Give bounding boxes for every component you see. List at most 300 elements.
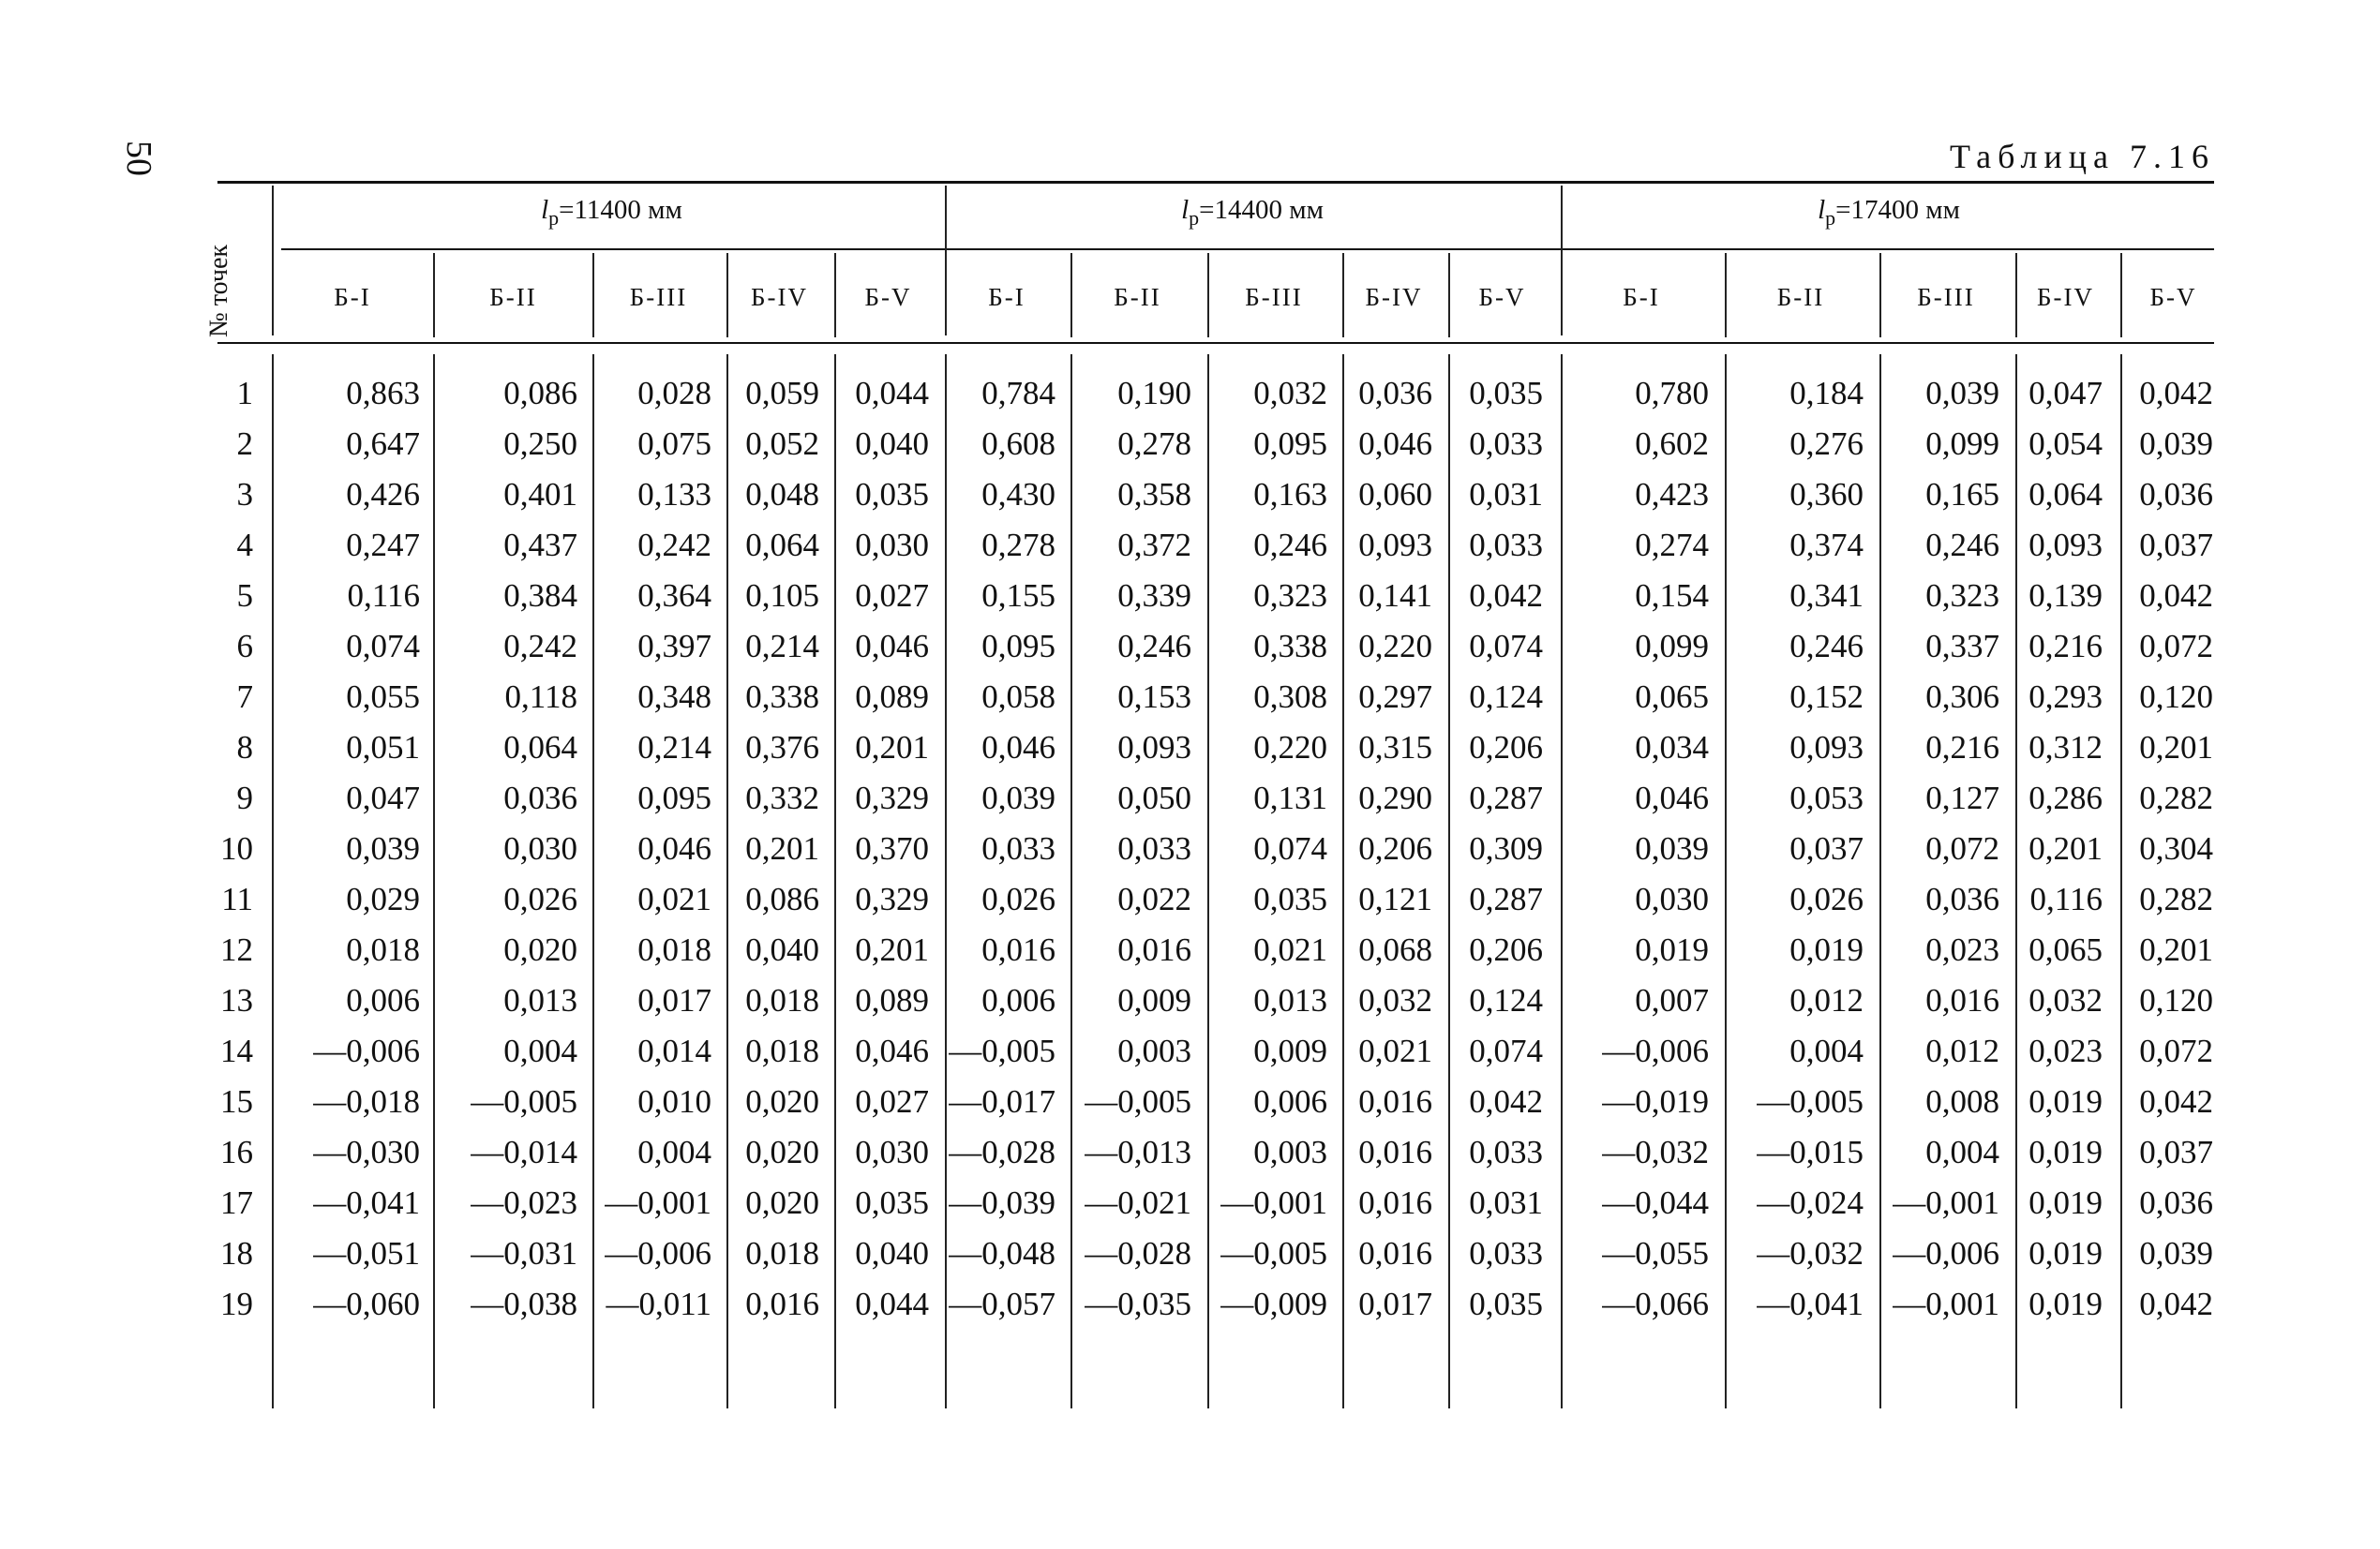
table-cell: 0,155 [981, 577, 1055, 614]
table-cell: 0,216 [1925, 729, 1999, 766]
table-cell: —0,013 [1085, 1134, 1191, 1170]
table-cell: 0,039 [2139, 425, 2213, 462]
row-number: 14 [220, 1033, 253, 1069]
table-cell: 0,141 [1358, 577, 1432, 614]
table-cell: 0,315 [1358, 729, 1432, 766]
table-cell: 0,329 [855, 780, 929, 816]
row-number: 10 [220, 830, 253, 867]
group-label-value: =14400 мм [1199, 195, 1324, 225]
table-cell: 0,246 [1925, 527, 1999, 563]
table-cell: 0,033 [1469, 527, 1543, 563]
table-cell: 0,133 [637, 476, 711, 513]
table-cell: 0,026 [981, 881, 1055, 917]
table-cell: 0,608 [981, 425, 1055, 462]
table-cell: 0,075 [637, 425, 711, 462]
table-cell: 0,020 [503, 931, 577, 968]
table-cell: 0,030 [503, 830, 577, 867]
table-cell: 0,274 [1635, 527, 1709, 563]
table-cell: 0,039 [1635, 830, 1709, 867]
table-cell: 0,050 [1117, 780, 1191, 816]
table-cell: 0,297 [1358, 678, 1432, 715]
table-cell: 0,360 [1789, 476, 1864, 513]
table-cell: 0,013 [1253, 982, 1327, 1019]
table-cell: 0,018 [745, 982, 819, 1019]
table-cell: —0,005 [949, 1033, 1055, 1069]
table-cell: 0,017 [637, 982, 711, 1019]
table-cell: 0,118 [504, 678, 577, 715]
column-separator [433, 253, 435, 337]
table-cell: 0,033 [1117, 830, 1191, 867]
table-cell: 0,093 [2028, 527, 2103, 563]
table-cell: —0,001 [1893, 1184, 1999, 1221]
table-cell: 0,306 [1925, 678, 1999, 715]
table-cell: 0,031 [1469, 476, 1543, 513]
table-cell: 0,021 [637, 881, 711, 917]
table-cell: 0,214 [745, 628, 819, 664]
table-cell: 0,052 [745, 425, 819, 462]
top-rule [217, 181, 2214, 184]
row-number: 2 [236, 425, 253, 462]
group-label-subscript: р [1189, 205, 1200, 230]
table-cell: 0,019 [1635, 931, 1709, 968]
table-cell: 0,040 [745, 931, 819, 968]
table-cell: 0,016 [1358, 1134, 1432, 1170]
row-number: 4 [236, 527, 253, 563]
table-cell: 0,020 [745, 1134, 819, 1170]
table-cell: 0,072 [2139, 1033, 2213, 1069]
table-cell: —0,005 [471, 1083, 577, 1120]
row-number: 7 [236, 678, 253, 715]
table-cell: 0,047 [2028, 375, 2103, 411]
row-number: 13 [220, 982, 253, 1019]
table-cell: 0,013 [503, 982, 577, 1019]
row-number: 6 [236, 628, 253, 664]
table-cell: 0,338 [745, 678, 819, 715]
table-cell: —0,041 [313, 1184, 420, 1221]
table-cell: 0,065 [1635, 678, 1709, 715]
table-cell: 0,034 [1635, 729, 1709, 766]
table-cell: —0,032 [1757, 1235, 1864, 1272]
table-cell: 0,020 [745, 1184, 819, 1221]
table-cell: 0,014 [637, 1033, 711, 1069]
table-cell: 0,033 [1469, 1235, 1543, 1272]
table-cell: 0,042 [1469, 577, 1543, 614]
row-number: 3 [236, 476, 253, 513]
table-cell: —0,066 [1602, 1286, 1709, 1322]
table-cell: 0,282 [2139, 881, 2213, 917]
table-cell: 0,059 [745, 375, 819, 411]
table-cell: 0,018 [745, 1235, 819, 1272]
table-cell: 0,602 [1635, 425, 1709, 462]
column-header: Б-IV [751, 283, 808, 311]
table-cell: 0,206 [1469, 729, 1543, 766]
table-cell: 0,003 [1253, 1134, 1327, 1170]
row-number: 1 [236, 375, 253, 411]
column-header: Б-IV [2037, 283, 2094, 311]
table-cell: 0,046 [1635, 780, 1709, 816]
table-cell: 0,042 [2139, 1083, 2213, 1120]
group-header-2 [949, 195, 1556, 231]
table-cell: —0,030 [313, 1134, 420, 1170]
table-cell: 0,035 [1469, 1286, 1543, 1322]
table-cell: 0,086 [503, 375, 577, 411]
table-cell: 0,647 [346, 425, 420, 462]
table-cell: 0,206 [1358, 830, 1432, 867]
page-number: 50 [119, 141, 158, 176]
table-cell: 0,032 [1358, 982, 1432, 1019]
table-cell: 0,287 [1469, 780, 1543, 816]
table-cell: 0,348 [637, 678, 711, 715]
table-cell: 0,287 [1469, 881, 1543, 917]
table-cell: 0,374 [1789, 527, 1864, 563]
column-separator [1561, 186, 1563, 335]
table-cell: 0,004 [1789, 1033, 1864, 1069]
table-cell: 0,018 [745, 1033, 819, 1069]
table-cell: 0,018 [346, 931, 420, 968]
table-cell: 0,044 [855, 1286, 929, 1322]
table-cell: 0,074 [1469, 628, 1543, 664]
row-number: 18 [220, 1235, 253, 1272]
table-cell: 0,039 [981, 780, 1055, 816]
table-cell: 0,116 [347, 577, 420, 614]
table-cell: 0,016 [745, 1286, 819, 1322]
table-cell: 0,022 [1117, 881, 1191, 917]
table-cell: 0,037 [2139, 527, 2213, 563]
group-label-prefix: l [541, 195, 549, 225]
group-rule [281, 248, 2214, 250]
table-cell: 0,124 [1469, 982, 1543, 1019]
table-cell: 0,099 [1635, 628, 1709, 664]
table-cell: 0,036 [1925, 881, 1999, 917]
table-cell: 0,329 [855, 881, 929, 917]
table-cell: 0,020 [745, 1083, 819, 1120]
table-cell: —0,044 [1602, 1184, 1709, 1221]
table-cell: 0,426 [346, 476, 420, 513]
table-cell: 0,214 [637, 729, 711, 766]
column-separator [272, 186, 274, 335]
table-cell: —0,006 [1893, 1235, 1999, 1272]
table-cell: 0,216 [2028, 628, 2103, 664]
table-cell: 0,021 [1253, 931, 1327, 968]
table-cell: —0,019 [1602, 1083, 1709, 1120]
table-cell: 0,017 [1358, 1286, 1432, 1322]
table-cell: 0,376 [745, 729, 819, 766]
table-cell: 0,120 [2139, 982, 2213, 1019]
table-cell: 0,036 [2139, 476, 2213, 513]
table-cell: 0,131 [1253, 780, 1327, 816]
group-label-value: =11400 мм [559, 195, 682, 225]
table-cell: 0,093 [1358, 527, 1432, 563]
table-cell: 0,093 [1117, 729, 1191, 766]
table-cell: 0,048 [745, 476, 819, 513]
table-cell: 0,139 [2028, 577, 2103, 614]
table-cell: 0,030 [855, 527, 929, 563]
table-cell: 0,023 [1925, 931, 1999, 968]
table-cell: 0,338 [1253, 628, 1327, 664]
table-cell: —0,051 [313, 1235, 420, 1272]
table-cell: 0,055 [346, 678, 420, 715]
table-cell: 0,099 [1925, 425, 1999, 462]
table-cell: 0,364 [637, 577, 711, 614]
table-cell: —0,023 [471, 1184, 577, 1221]
table-caption: Таблица 7.16 [1950, 138, 2215, 175]
table-cell: 0,007 [1635, 982, 1709, 1019]
table-cell: 0,064 [2028, 476, 2103, 513]
table-cell: 0,201 [855, 931, 929, 968]
table-cell: 0,046 [981, 729, 1055, 766]
table-cell: 0,089 [855, 982, 929, 1019]
table-cell: 0,042 [1469, 1083, 1543, 1120]
table-cell: —0,001 [605, 1184, 711, 1221]
table-cell: 0,372 [1117, 527, 1191, 563]
table-cell: 0,068 [1358, 931, 1432, 968]
table-cell: 0,153 [1117, 678, 1191, 715]
table-cell: —0,001 [1893, 1286, 1999, 1322]
table-cell: 0,016 [1117, 931, 1191, 968]
table-cell: —0,031 [471, 1235, 577, 1272]
group-label-subscript: р [1825, 205, 1836, 230]
group-label-value: =17400 мм [1835, 195, 1960, 225]
table-cell: 0,019 [2028, 1083, 2103, 1120]
column-header: Б-V [1478, 283, 1526, 311]
table-cell: 0,037 [2139, 1134, 2213, 1170]
table-cell: 0,201 [2139, 729, 2213, 766]
table-cell: 0,010 [637, 1083, 711, 1120]
table-cell: 0,009 [1253, 1033, 1327, 1069]
header-bottom-rule [217, 342, 2214, 344]
table-cell: 0,201 [2139, 931, 2213, 968]
table-cell: 0,397 [637, 628, 711, 664]
table-cell: 0,019 [2028, 1134, 2103, 1170]
table-cell: —0,009 [1220, 1286, 1327, 1322]
table-cell: —0,057 [949, 1286, 1055, 1322]
table-cell: 0,127 [1925, 780, 1999, 816]
table-cell: 0,032 [2028, 982, 2103, 1019]
column-header: Б-IV [1365, 283, 1423, 311]
table-cell: 0,016 [1925, 982, 1999, 1019]
table-cell: 0,042 [2139, 577, 2213, 614]
table-cell: —0,060 [313, 1286, 420, 1322]
table-cell: 0,030 [1635, 881, 1709, 917]
table-cell: 0,293 [2028, 678, 2103, 715]
table-cell: 0,358 [1117, 476, 1191, 513]
table-cell: 0,278 [981, 527, 1055, 563]
table-cell: 0,124 [1469, 678, 1543, 715]
table-cell: 0,074 [1253, 830, 1327, 867]
column-header: Б-II [489, 283, 537, 311]
table-cell: 0,006 [346, 982, 420, 1019]
table-cell: 0,074 [1469, 1033, 1543, 1069]
table-cell: 0,323 [1925, 577, 1999, 614]
table-cell: 0,054 [2028, 425, 2103, 462]
table-cell: 0,246 [1253, 527, 1327, 563]
table-cell: 0,072 [2139, 628, 2213, 664]
table-cell: 0,339 [1117, 577, 1191, 614]
table-cell: 0,019 [2028, 1235, 2103, 1272]
table-cell: 0,278 [1117, 425, 1191, 462]
table-cell: 0,033 [1469, 1134, 1543, 1170]
table-cell: 0,308 [1253, 678, 1327, 715]
column-separator [433, 354, 435, 1408]
table-cell: 0,031 [1469, 1184, 1543, 1221]
table-cell: 0,201 [745, 830, 819, 867]
column-header: Б-II [1776, 283, 1825, 311]
row-number: 11 [221, 881, 253, 917]
table-cell: 0,027 [855, 1083, 929, 1120]
column-header: Б-V [864, 283, 912, 311]
table-cell: 0,037 [1789, 830, 1864, 867]
table-cell: 0,206 [1469, 931, 1543, 968]
table-cell: 0,039 [1925, 375, 1999, 411]
table-cell: 0,065 [2028, 931, 2103, 968]
table-cell: —0,018 [313, 1083, 420, 1120]
group-label-subscript: р [548, 205, 560, 230]
column-header: Б-I [988, 283, 1025, 311]
table-cell: 0,019 [2028, 1184, 2103, 1221]
table-cell: 0,036 [503, 780, 577, 816]
column-header: Б-II [1114, 283, 1161, 311]
table-cell: 0,165 [1925, 476, 1999, 513]
table-cell: 0,242 [637, 527, 711, 563]
table-cell: 0,019 [1789, 931, 1864, 968]
group-header-1 [281, 195, 942, 231]
table-cell: 0,006 [981, 982, 1055, 1019]
table-cell: —0,015 [1757, 1134, 1864, 1170]
table-cell: —0,032 [1602, 1134, 1709, 1170]
table-cell: 0,042 [2139, 375, 2213, 411]
table-cell: —0,048 [949, 1235, 1055, 1272]
table-cell: 0,312 [2028, 729, 2103, 766]
table-cell: 0,033 [981, 830, 1055, 867]
table-cell: 0,028 [637, 375, 711, 411]
column-separator [945, 186, 947, 335]
table-cell: 0,401 [503, 476, 577, 513]
table-cell: 0,016 [1358, 1184, 1432, 1221]
table-cell: 0,086 [745, 881, 819, 917]
table-cell: 0,220 [1358, 628, 1432, 664]
table-cell: 0,046 [637, 830, 711, 867]
table-cell: —0,005 [1220, 1235, 1327, 1272]
row-number: 17 [220, 1184, 253, 1221]
column-header: Б-III [629, 283, 688, 311]
table-cell: 0,332 [745, 780, 819, 816]
table-cell: 0,053 [1789, 780, 1864, 816]
table-cell: —0,024 [1757, 1184, 1864, 1221]
table-cell: —0,055 [1602, 1235, 1709, 1272]
table-cell: 0,039 [346, 830, 420, 867]
table-cell: 0,190 [1117, 375, 1191, 411]
table-cell: 0,004 [637, 1134, 711, 1170]
group-label-prefix: l [1818, 195, 1826, 225]
row-number: 12 [220, 931, 253, 968]
table-cell: —0,006 [313, 1033, 420, 1069]
table-cell: 0,437 [503, 527, 577, 563]
table-cell: —0,028 [1085, 1235, 1191, 1272]
table-cell: 0,040 [855, 425, 929, 462]
table-cell: 0,384 [503, 577, 577, 614]
table-cell: 0,290 [1358, 780, 1432, 816]
table-cell: 0,116 [2029, 881, 2103, 917]
row-number: 9 [236, 780, 253, 816]
table-cell: 0,035 [1253, 881, 1327, 917]
table-cell: 0,036 [2139, 1184, 2213, 1221]
table-cell: 0,012 [1925, 1033, 1999, 1069]
group-header-3 [1564, 195, 2214, 231]
table-cell: 0,072 [1925, 830, 1999, 867]
table-cell: 0,026 [503, 881, 577, 917]
table-cell: 0,154 [1635, 577, 1709, 614]
table-cell: —0,001 [1220, 1184, 1327, 1221]
table-cell: —0,038 [471, 1286, 577, 1322]
table-cell: —0,005 [1085, 1083, 1191, 1120]
table-cell: 0,095 [637, 780, 711, 816]
table-cell: 0,120 [2139, 678, 2213, 715]
table-cell: 0,341 [1789, 577, 1864, 614]
table-cell: —0,005 [1757, 1083, 1864, 1120]
table-cell: 0,019 [2028, 1286, 2103, 1322]
row-number-header: № точек [204, 245, 233, 337]
table-cell: 0,026 [1789, 881, 1864, 917]
column-header: Б-V [2149, 283, 2197, 311]
row-number: 19 [220, 1286, 253, 1322]
row-number: 8 [236, 729, 253, 766]
table-cell: 0,012 [1789, 982, 1864, 1019]
table-cell: —0,028 [949, 1134, 1055, 1170]
table-cell: 0,304 [2139, 830, 2213, 867]
table-cell: —0,035 [1085, 1286, 1191, 1322]
table-cell: 0,220 [1253, 729, 1327, 766]
table-cell: 0,423 [1635, 476, 1709, 513]
table-cell: 0,035 [855, 1184, 929, 1221]
table-cell: 0,016 [981, 931, 1055, 968]
table-cell: 0,282 [2139, 780, 2213, 816]
table-cell: 0,044 [855, 375, 929, 411]
table-cell: 0,051 [346, 729, 420, 766]
table-cell: 0,074 [346, 628, 420, 664]
column-header: Б-I [1623, 283, 1660, 311]
table-cell: 0,023 [2028, 1033, 2103, 1069]
table-cell: 0,046 [1358, 425, 1432, 462]
table-cell: 0,309 [1469, 830, 1543, 867]
table-cell: —0,014 [471, 1134, 577, 1170]
table-cell: 0,064 [503, 729, 577, 766]
table-cell: 0,250 [503, 425, 577, 462]
table-cell: 0,027 [855, 577, 929, 614]
table-cell: 0,008 [1925, 1083, 1999, 1120]
table-cell: 0,089 [855, 678, 929, 715]
table-cell: 0,323 [1253, 577, 1327, 614]
table-cell: 0,105 [745, 577, 819, 614]
table-cell: 0,201 [2028, 830, 2103, 867]
table-cell: 0,247 [346, 527, 420, 563]
table-cell: 0,029 [346, 881, 420, 917]
table-cell: 0,095 [981, 628, 1055, 664]
table-cell: 0,004 [1925, 1134, 1999, 1170]
table-cell: 0,046 [855, 1033, 929, 1069]
table-cell: 0,064 [745, 527, 819, 563]
table-cell: 0,152 [1789, 678, 1864, 715]
table-cell: 0,286 [2028, 780, 2103, 816]
table-cell: 0,370 [855, 830, 929, 867]
table-cell: —0,039 [949, 1184, 1055, 1221]
table-cell: 0,058 [981, 678, 1055, 715]
table-cell: 0,784 [981, 375, 1055, 411]
table-cell: 0,032 [1253, 375, 1327, 411]
table-cell: 0,242 [503, 628, 577, 664]
row-number: 5 [236, 577, 253, 614]
table-cell: —0,017 [949, 1083, 1055, 1120]
table-cell: 0,863 [346, 375, 420, 411]
